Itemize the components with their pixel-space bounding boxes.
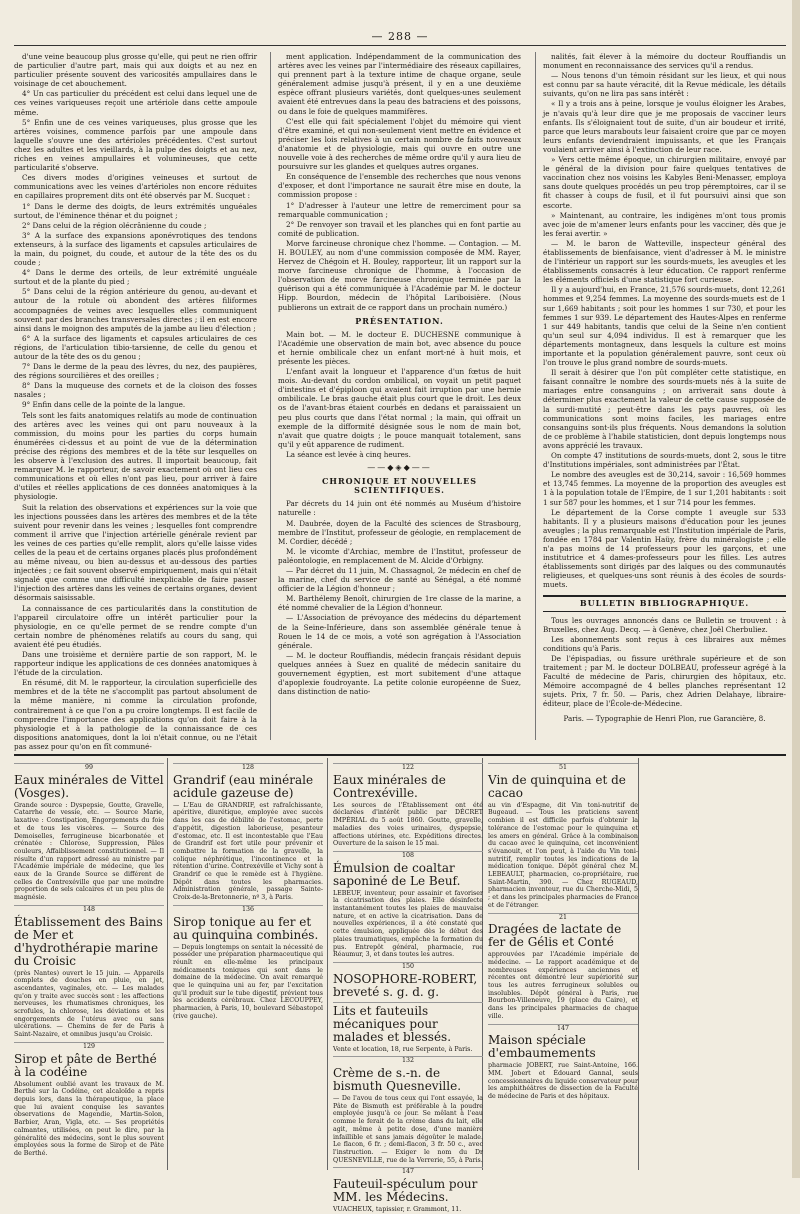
- ad-text: Grande source : Dyspepsie, Goutte, Gravelle, Catarrhe de vessie, etc. — Source Marie, laxative : Constipation, Engorgements du foie et de tous les viscères. — Source des Demoiselles, ferrugineuse bicarbonatée et crénatée : Chlorose, Suppression, Pâles couleurs, Affaiblissement constitutionnel. — Il résulte d'un rapport adressé au ministre par l'Académie impériale de médecine, que les eaux de la Grande Source se différent de celles de Contrexéville que par une moindre proportion de sels calcaires et un peu plus de magnésie.: [14, 801, 164, 902]
- paragraph: 7° Dans le derme de la peau des lèvres, du nez, des paupières, des régions sourcilières et des oreilles ;: [14, 362, 257, 381]
- bulletin-heading: BULLETIN BIBLIOGRAPHIQUE.: [543, 595, 786, 611]
- paragraph: 1° D'adresser à l'auteur une lettre de remerciment pour sa remarquable communication ;: [278, 200, 521, 219]
- ad-text: VUACHEUX, tapissier, r. Grammont, 11.: [333, 1206, 462, 1214]
- chronique-heading: CHRONIQUE ET NOUVELLES SCIENTIFIQUES.: [322, 476, 477, 496]
- ad-title: Sirop tonique au fer et au quinquina combinés.: [173, 914, 319, 942]
- ad-text: — Depuis longtemps on sentait la nécessité de posséder une préparation pharmaceutique qui réunît en elle-même les principaux médicaments toniques qui sont dans le domaine de la médecine. On avait remarqué que le quinquina uni au fer, par l'excitation qu'il produit sur le tube digestif, prévient tous les accidents cérébraux. Chez LECOUPPEY, pharmacien, à Paris, 10, boulevard Sébastopol (rive gauche).: [173, 943, 323, 1020]
- paragraph: » Vers cette même époque, un chirurgien militaire, envoyé par le général de la division pour faire quelques tentatives de vaccination chez nos voisins les Kabyles Beni-Menasser, employa sans doute quelques procédés un peu trop péremptoires, car il se fit chasser à coups de fusil, et il fut poursuivi ainsi que son escorte.: [543, 155, 786, 210]
- ad-number: 108: [333, 851, 483, 860]
- paragraph: 9° Enfin dans celle de la pointe de la langue.: [22, 400, 186, 410]
- ad-divider: [638, 758, 639, 1170]
- ads-rule: [14, 754, 786, 756]
- ad-title: Maison spéciale d'embaumements: [488, 1033, 596, 1061]
- ad-number: 99: [14, 763, 164, 772]
- ad-number: 21: [488, 913, 638, 922]
- ad-text: Absolument oublié avant les travaux de M. Berthé sur la Codéine, cet alcaloïde a repris depuis lors, dans la thérapeutique, la place que lui avaient conquise les savantes observations de Magendie, Martin-Solon, Barbier, Aran, Vigla, etc. — Ses propriétés calmantes, utilisées, on peut le dire, par la généralité des médecins, sont le plus souvent employées sous la forme de Sirop et de Pâte de Berthé.: [14, 1080, 164, 1157]
- paragraph: Il serait à désirer que l'on pût compléter cette statistique, en faisant connaître le nombre des sourds-muets nés à la suite de mariages entre consanguins ; on arriverait sans doute à déterminer plus exactement la valeur de cette cause supposée de la surdi-mutité ; peut-être dans les pays pauvres, où les communications sont moins faciles, les mariages entre consanguins sont-ils plus fréquents. Nous demandons la solution de ce problème à l'habile statisticien, dont depuis longtemps nous avons apprécié les travaux.: [543, 368, 786, 450]
- paragraph: — Nous tenons d'un témoin résidant sur les lieux, et qui nous est connu par sa haute véracité, dit la Revue médicale, les détails suivants, qu'on ne lira pas sans intérêt :: [543, 71, 786, 99]
- paragraph: Dans une troisième et dernière partie de son rapport, M. le rapporteur indique les applications de ces données anatomiques à l'étude de la circulation.: [14, 650, 257, 678]
- paragraph: De l'épispadias, ou fissure uréthrale supérieure et de son traitement ; par M. le docteur DOLBEAU, professeur agrégé à la Faculté de médecine de Paris, chirurgien des hôpitaux, etc. Mémoire accompagné de 4 belles planches représentant 12 sujets. Prix, 7 fr. 50. — Paris, chez Adrien Delahaye, libraire-éditeur, place de l'École-de-Médecine.: [543, 653, 786, 709]
- paragraph: On compte 47 institutions de sourds-muets, dont 2, sous le titre d'Institutions impériales, sont administrées par l'État.: [543, 451, 786, 470]
- paragraph: Les abonnements sont reçus à ces libraires aux mêmes conditions qu'à Paris.: [543, 634, 786, 653]
- paragraph: — Par décret du 11 juin, M. Chassagnol, 2e médecin en chef de la marine, chef du service de santé au Sénégal, a été nommé officier de la Légion d'honneur ;: [278, 565, 521, 594]
- column-2: [278, 52, 521, 740]
- ad-text: Les sources de l'Établissement ont été déclarées d'intérêt public par DÉCRET IMPÉRIAL du 5 août 1860. Goutte, gravelle, maladies des voies urinaires, dyspepsie, affections utérines, etc. Expéditions directes. Ouverture de la saison le 15 mai.: [333, 801, 483, 848]
- paragraph: nalités, fait élever à la mémoire du docteur Rouffiandis un monument en reconnaissance des services qu'il a rendus.: [543, 52, 786, 71]
- ad-title: Dragées de lactate de fer de Gélis et Conté: [488, 922, 622, 950]
- ad-title: Fauteuil-spéculum pour MM. les Médecins.: [333, 1177, 478, 1205]
- ads-column-2: [173, 760, 323, 1170]
- paragraph: 2° Dans celui de la région olécrânienne du coude ;: [22, 220, 207, 230]
- ad-title: Eaux minérales de Contrexéville.: [333, 772, 446, 800]
- ad-number: 150: [333, 962, 483, 971]
- ad-divider: [327, 758, 328, 1170]
- ad-title: Crème de s.-n. de bismuth Quesneville.: [333, 1066, 462, 1094]
- paragraph: Ces divers modes d'origines veineuses et surtout de communications avec les veines d'artérioles non encore réduites en capillaires proprement dits ont été observés par M. Sucquet :: [14, 173, 257, 201]
- header-rule: [14, 45, 786, 46]
- ad-divider: [167, 758, 168, 1170]
- ornament-divider: ——◆◈◆——: [367, 463, 432, 473]
- column-divider: [270, 52, 271, 740]
- paragraph: Le département de la Corse compte 1 aveugle sur 533 habitants. Il y a plusieurs maisons d'éducation pour les jeunes aveugles ; la plus remarquable est l'Institution impériale de Paris, fondée en 1784 par Valentin Haüy, frère du minéralogiste ; elle n'a pas moins de 14 professeurs pour les garçons, et une institutrice et 4 dames-professeurs pour les filles. Les autres établissements sont dirigés par des laïques ou des communautés religieuses, et quelques-uns sont réunis à des écoles de sourds-muets.: [543, 507, 786, 590]
- paragraph: En conséquence de l'ensemble des recherches que nous venons d'exposer, et dont l'importance ne saurait être mise en doute, la commission propose :: [278, 172, 521, 200]
- paragraph: ment application. Indépendamment de la communication des artères avec les veines par l'intermédiaire des réseaux capillaires, qui prennent part à la texture intime de chaque organe, seule généralement admise jusqu'à présent, il y en a une deuxième espèce offrant plusieurs variétés, dont quelques-unes seulement avaient été entrevues dans la peau des batraciens et des poissons, ou dans le foie de quelques mammifères.: [278, 52, 521, 116]
- ad-number: 147: [333, 1167, 483, 1176]
- paragraph: 1° Dans le derme des doigts, de leurs extrémités unguéales surtout, de l'éminence thénar et du poignet ;: [14, 201, 257, 220]
- paragraph: » Maintenant, au contraire, les indigènes m'ont tous promis avec joie de m'amener leurs enfants pour les vacciner, dès que je les ferai avertir. »: [543, 210, 786, 238]
- ad-text: — De l'avou de tous ceux qui l'ont essayée, la Pâte de Bismuth est préférable à la poudre employée jusqu'à ce jour. Se mêlant à l'eau comme le ferait de la crème dans du lait, elle agit, même à petite dose, d'une manière infaillible et sans jamais dégoûter le malade. Le flacon, 6 fr. ; demi-flacon, 3 fr. 50 c., avec l'instruction. — Exiger le nom du Dr QUESNEVILLE, rue de la Verrerie, 55, à Paris.: [333, 1095, 483, 1164]
- paragraph: Morve farcineuse chronique chez l'homme. — Contagion. — M. H. BOULEY, au nom d'une commission composée de MM. Rayer, Hervez de Chégoin et H. Bouley, rapporteur, lit un rapport sur la morve farcineuse chronique de l'homme, à l'occasion de l'observation de morve farcineuse chronique terminée par la guérison qui a été communiquée à l'Académie par M. le docteur Hipp. Bourdon, médecin de l'hôpital Lariboisière. (Nous publierons un extrait de ce rapport dans un prochain numéro.): [278, 238, 521, 312]
- ad-text: Vente et location, 18, rue Serpente, à Paris.: [333, 1045, 473, 1053]
- paragraph: M. le vicomte d'Archiac, membre de l'Institut, professeur de paléontologie, en remplacement de M. Alcide d'Orbigny.: [278, 546, 521, 565]
- ad-title: Vin de quinquina et de cacao: [488, 772, 626, 800]
- ads-column-4: [488, 760, 638, 1170]
- page-edge: [792, 0, 800, 1178]
- ads-column-3: [333, 760, 483, 1214]
- paragraph: 6° A la surface des ligaments et capsules articulaires de ces régions, de l'articulation tibio-tarsienne, de celle du genou et autour de la tête des os du genou ;: [14, 333, 257, 361]
- paragraph: M. Daubrée, doyen de la Faculté des sciences de Strasbourg, membre de l'Institut, professeur de géologie, en remplacement de M. Cordier, décédé ;: [278, 518, 521, 546]
- ads-column-1: [14, 760, 164, 1170]
- presentation-heading: PRÉSENTATION.: [355, 315, 444, 326]
- ad-text: au vin d'Espagne, dit Vin toni-nutritif de Bugeaud. — Tous les praticiens savent combien il est difficile parfois d'obtenir la tolérance de l'estomac pour le quinquina et les amers en général. Grâce à la combinaison du cacao avec le quinquina, cet inconvénient s'évanouit, et l'on peut, à l'aide du Vin toni-nutritif, remplir toutes les indications de la médication tonique. Dépôt général chez M. LEBEAULT, pharmacien, co-propriétaire, rue Saint-Martin, 390. — Chez RUGEAUD, pharmacien inventeur, rue du Cherche-Midi, 5 ; et dans les principales pharmacies de France et de l'étranger.: [488, 801, 638, 909]
- ad-text: LEBEUF, inventeur, pour assainir et favoriser la cicatrisation des plaies. Elle désinfecte instantanément toutes les plaies de mauvaise nature, et en active la cicatrisation. Dans de nouvelles expériences, il a été constaté que cette émulsion, appliquée dès le début des plaies traumatiques, empêche la formation du pus. Entrepôt général, pharmacie, rue Réaumur, 3, et dans toutes les autres.: [333, 889, 483, 959]
- ad-title: Sirop et pâte de Berthé à la codéine: [14, 1051, 157, 1079]
- paragraph: C'est elle qui fait spécialement l'objet du mémoire qui vient d'être examiné, et qui non-seulement vient mettre en évidence et préciser les lois relatives à un certain nombre de faits nouveaux d'anatomie et de physiologie, mais qui ouvre en outre une nouvelle voie à des recherches de même ordre qu'il y aura lieu de poursuivre sur les glandes et quelques autres organes.: [278, 116, 521, 172]
- paragraph: En résumé, dit M. le rapporteur, la circulation superficielle des membres et de la tête ne s'accomplit pas partout absolument de la même manière, ni comme la circulation profonde, contrairement à ce que l'on a pu croire longtemps. Il est facile de comprendre l'importance des applications qu'on doit faire à la physiologie et à la pathologie de la connaissance de ces dispositions anatomiques, dont la loi n'était connue, ou ne l'était pas assez pour qu'on en fît communé-: [14, 678, 257, 751]
- ad-text: approuvées par l'Académie impériale de médecine. — Le rapport académique et de nombreuses expériences anciennes et récentes ont démontré leur supériorité sur tous les autres ferrugineux solubles ou insolubles. Dépôt général à Paris, rue Bourbon-Villeneuve, 19 (place du Caire), et dans les principales pharmacies de chaque ville.: [488, 951, 638, 1020]
- paragraph: 3° A la surface des expansions aponévrotiques des tendons extenseurs, à la surface des ligaments et capsules articulaires de la main, du poignet, du coude, et autour de la tête des os du coude ;: [14, 230, 257, 268]
- paragraph: Par décrets du 14 juin ont été nommés au Muséum d'histoire naturelle :: [278, 499, 521, 518]
- paragraph: Tous les ouvrages annoncés dans ce Bulletin se trouvent : à Bruxelles, chez Aug. Decq. — à Genève, chez Joël Cherbuliez.: [543, 615, 786, 634]
- ad-number: 122: [333, 763, 483, 772]
- ad-title: Établissement des Bains de Mer et d'hydrothérapie marine du Croisic: [14, 914, 163, 968]
- paragraph: « Il y a trois ans à peine, lorsque je voulus éloigner les Arabes, je n'avais qu'à leur dire que je me proposais de vacciner leurs enfants. Ils s'éloignaient tout de suite, d'un air boudeur et irrité, parce que leurs marabouts leur faisaient croire que par ce moyen leurs enfants deviendraient impuissants, et que les Français voulaient arriver ainsi à l'extinction de leur race.: [543, 99, 786, 154]
- ad-number: 147: [488, 1024, 638, 1033]
- page-number: — 288 —: [371, 30, 429, 43]
- ad-title: NOSOPHORE-ROBERT, breveté s. g. d. g.: [333, 971, 478, 999]
- paragraph: Suit la relation des observations et expériences sur la voie que les injections poussées dans les artères des membres et de la tête suivent pour revenir dans les veines ; lesquelles font comprendre comment il arrive que l'injection artérielle générale revient par les veines de ces parties qu'elle remplit, alors qu'elle laisse vides celles de la peau et de certains organes placés plus profondément au même niveau, ou bien au-dessus et au-dessous des parties injectées ; ce fait souvent observé empiriquement, mais qui n'était signalé que comme une difficulté inexplicable de faire passer l'injection des artères dans les veines de certains organes, devient désormais saisissable.: [14, 502, 257, 603]
- paragraph: M. Barthélemy Benoît, chirurgien de 1re classe de la marine, a été nommé chevalier de la Légion d'honneur.: [278, 594, 521, 613]
- ad-text: pharmacie JOBERT, rue Saint-Antoine, 166. MM. Jobert et Édouard Gannal, seuls concessionnaires du liquide conservateur pour les amphithéâtres de dissection de la Faculté de médecine de Paris et des hôpitaux.: [488, 1062, 638, 1101]
- paragraph: Le nombre des aveugles est de 30,214, savoir : 16,569 hommes et 13,745 femmes. La moyenne de la proportion des aveugles est 1 à la population totale de l'Empire, de 1 sur 1,201 habitants : soit 1 sur 587 pour les hommes, et 1 sur 714 pour les femmes.: [543, 470, 786, 507]
- printer-line: Paris. — Typographie de Henri Plon, rue Garancière, 8.: [563, 714, 766, 724]
- paragraph: 2° De renvoyer son travail et les planches qui en font partie au comité de publication.: [278, 219, 521, 238]
- paragraph: 5° Dans celui de la région antérieure du genou, au-devant et autour de la rotule où abondent des artères filiformes accompagnées de veines avec lesquelles elles communiquent souvent par des branches transversales directes ; il en est encore ainsi dans le moignon des amputés de la jambe au lieu d'élection ;: [14, 287, 257, 333]
- paragraph: 4° Dans le derme des orteils, de leur extrémité unguéale surtout et de la plante du pied ;: [14, 268, 257, 287]
- paragraph: Main bot. — M. le docteur E. DUCHESNE communique à l'Académie une observation de main bot, avec absence du pouce et hernie ombilicale chez un enfant mort-né à huit mois, et présente les pièces.: [278, 329, 521, 366]
- ad-number: 132: [333, 1056, 483, 1065]
- paragraph: Tels sont les faits anatomiques relatifs au mode de continuation des artères avec les veines qui ont paru nouveaux à la commission, du moins pour les parties du corps humain énumérées ci-dessus et au point de vue de la détermination précise des régions des membres et de la tête sur lesquelles on les observe à l'exclusion des autres. Il importait beaucoup, fait remarquer M. le rapporteur, de savoir exactement où ont lieu ces communications et où elles n'ont pas lieu, pour arriver à faire d'utiles et réelles applications de ces données anatomiques à la physiologie.: [14, 410, 257, 502]
- paragraph: La connaissance de ces particularités dans la constitution de l'appareil circulatoire offre un intérêt particulier pour la physiologie, en ce qu'elle permet de se rendre compte d'un certain nombre de phénomènes relatifs au cours du sang, qui avaient été peu étudiés.: [14, 603, 257, 649]
- paragraph: — M. le baron de Watteville, inspecteur général des établissements de bienfaisance, vient d'adresser à M. le ministre de l'intérieur un rapport sur les sourds-muets, les aveugles et les établissements consacrés à leur éducation. Ce rapport renferme les éléments officiels d'une statistique fort curieuse.: [543, 238, 786, 285]
- paragraph: 5° Enfin une de ces veines variqueuses, plus grosse que les artères voisines, commence parfois par une ampoule dans laquelle s'ouvre une des artérioles précédentes. C'est surtout chez les adultes et les vieillards, à la pulpe des doigts et au nez, riches en veines ampullaires et volumineuses, que cette particularité s'observe.: [14, 117, 257, 173]
- ad-title: Lits et fauteuils mécaniques pour malades et blessés.: [333, 1003, 452, 1044]
- paragraph: L'enfant avait la longueur et l'apparence d'un fœtus de huit mois. Au-devant du cordon ombilical, on voyait un petit paquet d'intestins et d'épiploon qui avaient fait irruption par une hernie ombilicale. Le bras gauche était plus court que le droit. Les deux os de l'avant-bras étaient courbés en dedans et paraissaient un peu plus courts que dans l'état normal ; la main, qui offrait un exemple de la difformité désignée sous le nom de main bot, n'avait que quatre doigts ; le pouce manquait totalement, sans qu'il y eût apparence de rudiment.: [278, 367, 521, 449]
- ad-number: 136: [173, 905, 323, 914]
- ad-title: Émulsion de coaltar saponiné de Le Beuf.: [333, 860, 461, 888]
- ad-title: Eaux minérales de Vittel (Vosges).: [14, 772, 164, 800]
- paragraph: — L'Association de prévoyance des médecins du département de la Seine-Inférieure, dans son assemblée générale tenue à Rouen le 14 de ce mois, a voté son agrégation à l'Association générale.: [278, 613, 521, 650]
- ad-number: 148: [14, 905, 164, 914]
- ad-number: 128: [173, 763, 323, 772]
- ad-text: (près Nantes) ouvert le 15 juin. — Appareils complets de douches en pluie, en jet, ascendantes, vaginales, etc. — Les malades qu'on y traite avec succès sont : les affections nerveuses, les rhumatismes chroniques, les scrofules, la chlorose, les déviations et les engorgements de l'utérus avec ou sans ulcérations. — Chemins de fer de Paris à Saint-Nazaire, et omnibus jusqu'au Croisic.: [14, 969, 164, 1039]
- ad-number: 129: [14, 1042, 164, 1051]
- paragraph: 4° Un cas particulier du précédent est celui dans lequel une de ces veines variqueuses reçoit une artériole dans cette ampoule même.: [14, 89, 257, 117]
- paragraph: — M. le docteur Rouffiandis, médecin français résidant depuis quelques années à Suez en qualité de médecin sanitaire du gouvernement égyptien, est mort subitement d'une attaque d'apoplexie foudroyante. La petite colonie européenne de Suez, dans distinction de natio-: [278, 650, 521, 697]
- paragraph: Il y a aujourd'hui, en France, 21,576 sourds-muets, dont 12,261 hommes et 9,254 femmes. La moyenne des sourds-muets est de 1 sur 1,669 habitants ; soit pour les hommes 1 sur 730, et pour les femmes 1 sur 939. Le département des Hautes-Alpes en renferme 1 sur 449 habitants, tandis que celui de la Seine n'en contient qu'un seul sur 4,094 individus. Il est à remarquer que les départements montagneux, dans lesquels la culture est moins importante et la population généralement pauvre, sont ceux où l'on trouve le plus grand nombre de sourds-muets.: [543, 285, 786, 368]
- paragraph: 8° Dans la muqueuse des cornets et de la cloison des fosses nasales ;: [14, 381, 257, 400]
- ad-text: — L'Eau de GRANDRIF, est rafraîchissante, apéritive, diurétique, employée avec succès dans les cas de débilité de l'estomac, perte d'appétit, digestion laborieuse, pesanteur d'estomac, etc. Il est incontestable que l'Eau de Grandrif est fort utile pour prévenir et combattre la formation de la gravelle, la colique néphrétique, l'incontinence et la rétention d'urine. Contrexéville et Vichy sont à Grandrif ce que le remède est à l'hygiène. Dépôt dans toutes les pharmacies. Administration générale, passage Sainte-Croix-de-la-Bretonnerie, nº 3, à Paris.: [173, 801, 323, 902]
- paragraph: La séance est levée à cinq heures.: [286, 449, 411, 459]
- ad-number: [333, 1002, 483, 1003]
- column-1: [14, 52, 257, 751]
- column-divider: [535, 52, 536, 740]
- column-3: [543, 52, 786, 740]
- paragraph: d'une veine beaucoup plus grosse qu'elle, qui peut ne rien offrir de particulier d'autre part, mais qui aux doigts et au nez en particulier présente souvent des varicosités ampullaires dans le voisinage de cet abouchement.: [14, 52, 257, 89]
- ad-title: Grandrif (eau minérale acidule gazeuse de): [173, 772, 314, 800]
- ad-number: 51: [488, 763, 638, 772]
